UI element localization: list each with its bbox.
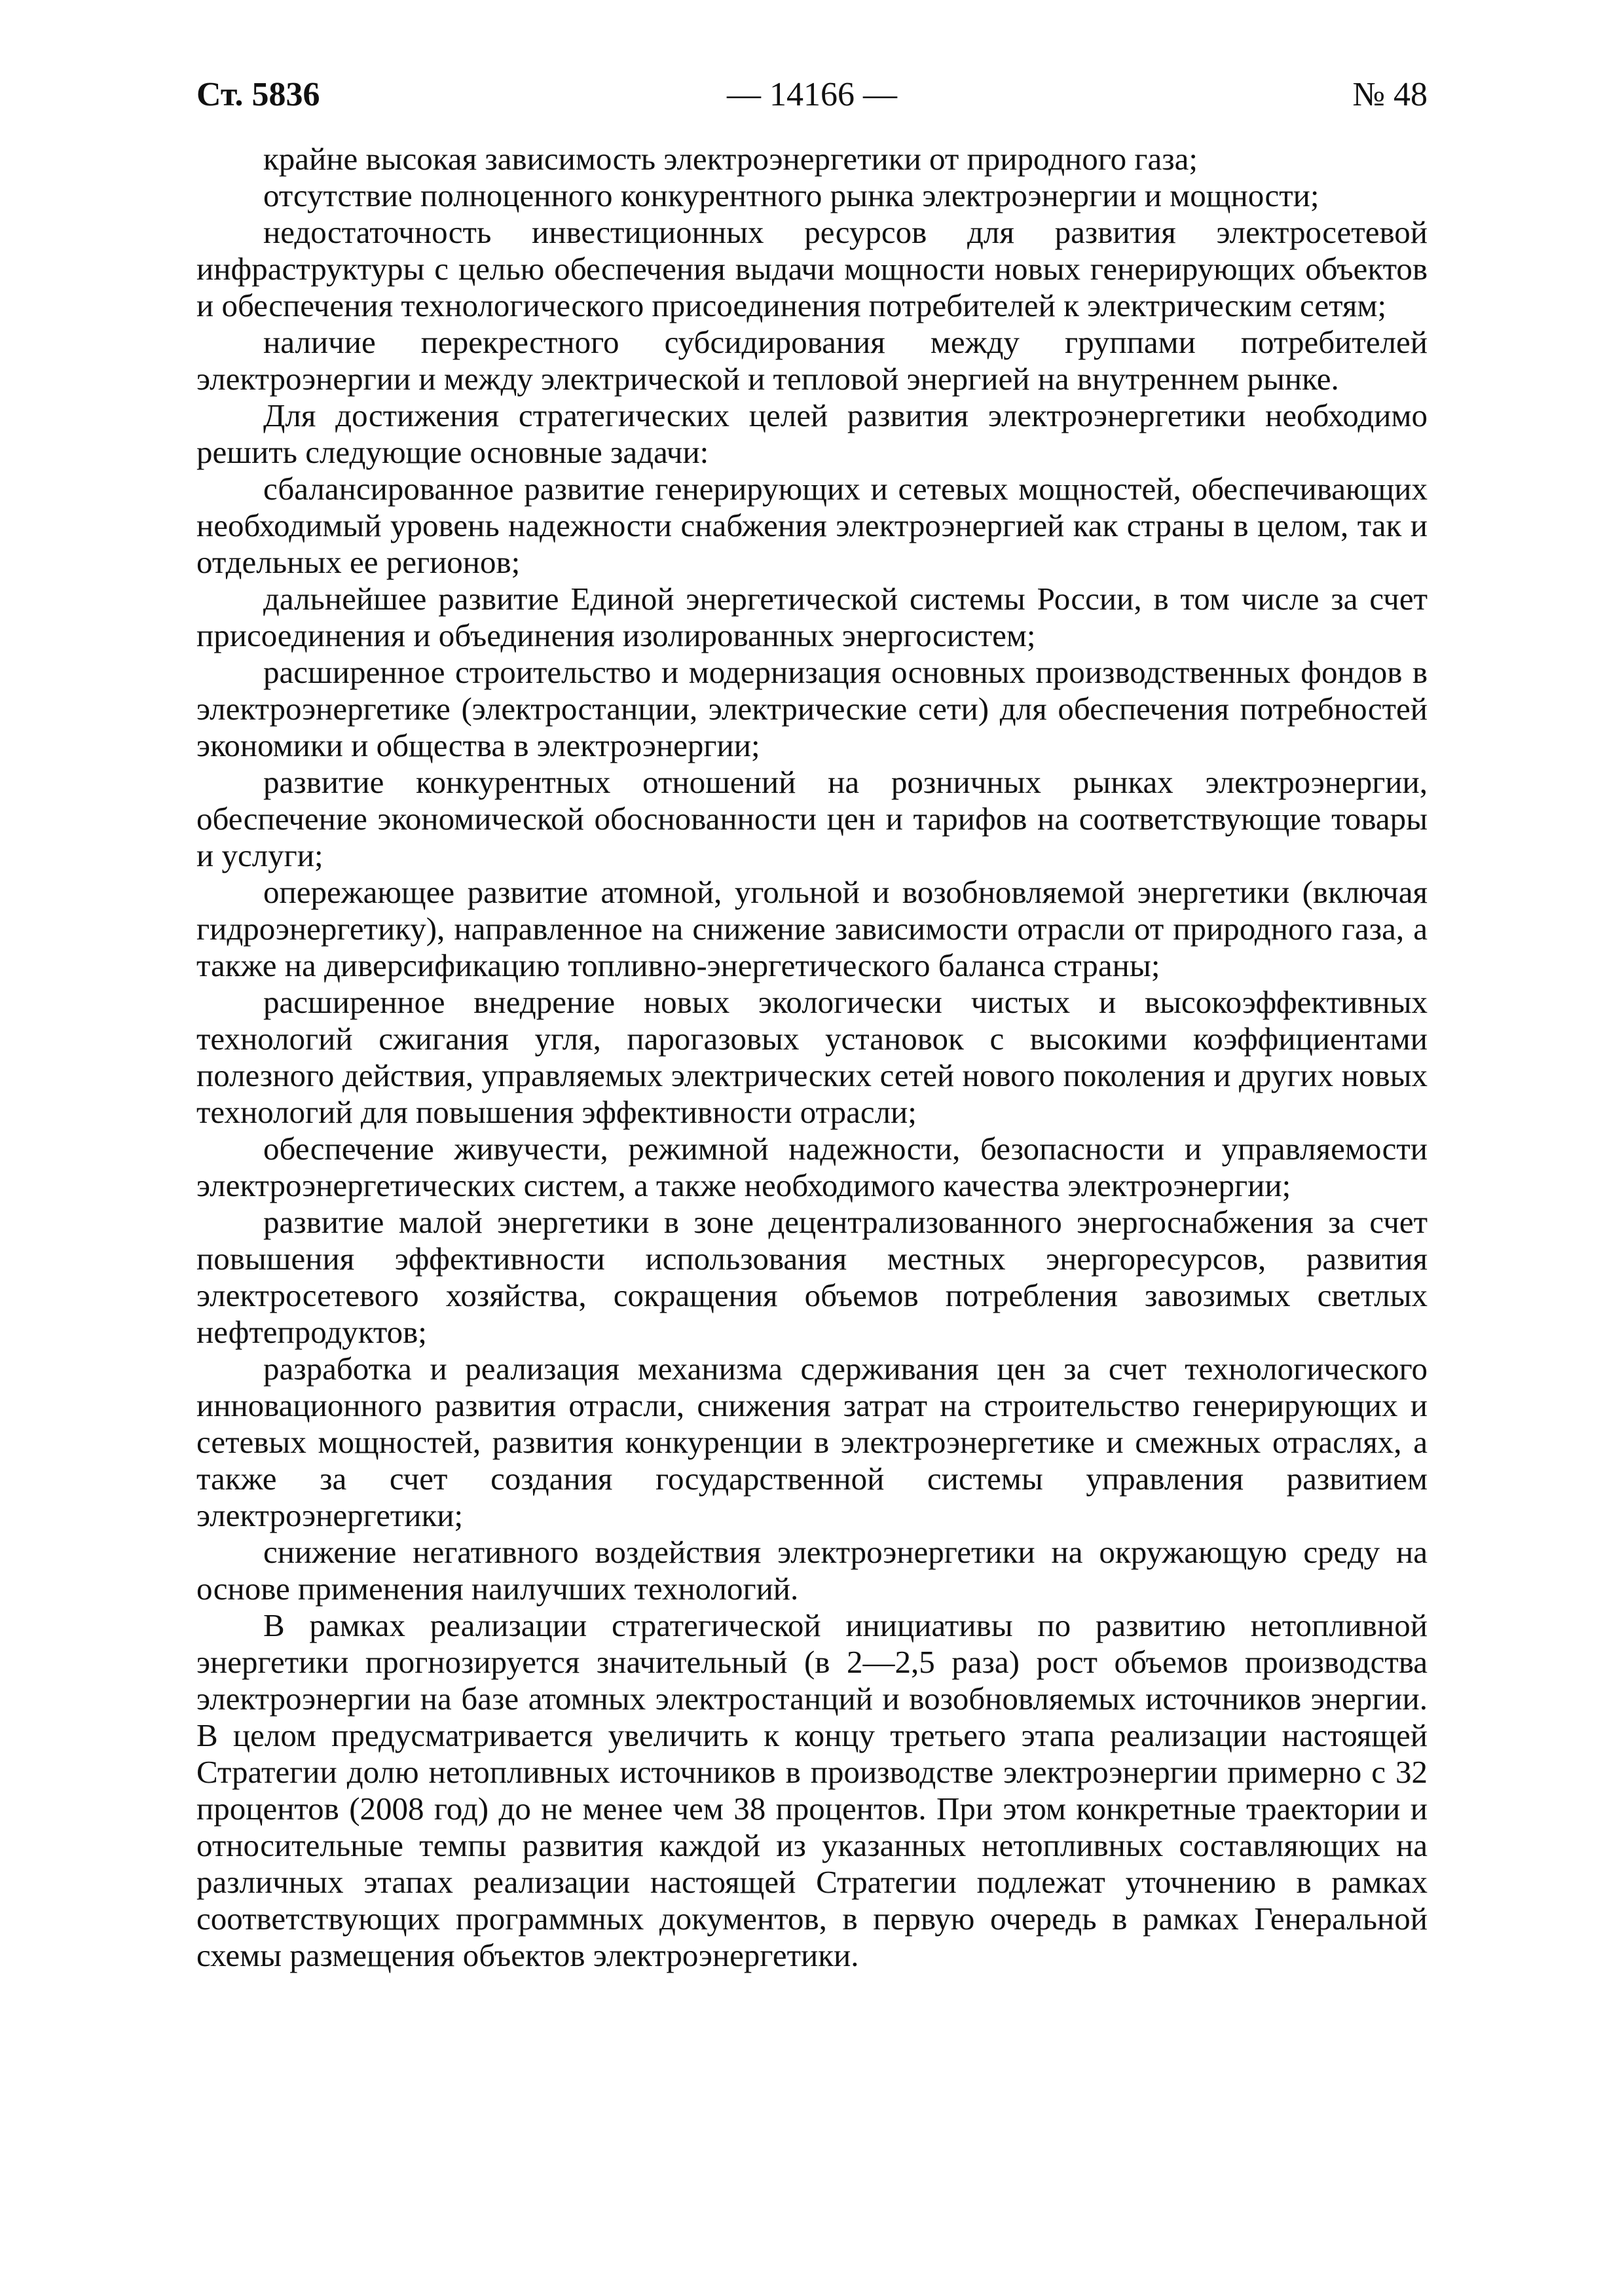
paragraph: опережающее развитие атомной, угольной и возобновляемой энергетики (включая гидроэнергетику), направленное на снижение зависимости отрасли от природного газа, а также на диверсификацию топливно-энергетического баланса страны; [196,874,1428,983]
paragraph: наличие перекрестного субсидирования между группами потребителей электроэнергии и между электрической и тепловой энергией на внутреннем рынке. [196,324,1428,397]
paragraph: обеспечение живучести, режимной надежности, безопасности и управляемости электроэнергетических систем, а также необходимого качества электроэнергии; [196,1131,1428,1203]
body-text [196,141,1428,1974]
page-header [196,65,1428,124]
paragraph: сбалансированное развитие генерирующих и сетевых мощностей, обеспечивающих необходимый уровень надежности снабжения электроэнергией как страны в целом, так и отдельных ее регионов; [196,471,1428,580]
paragraph: дальнейшее развитие Единой энергетической системы России, в том числе за счет присоединения и объединения изолированных энергосистем; [196,581,1428,653]
paragraph: снижение негативного воздействия электроэнергетики на окружающую среду на основе применения наилучших технологий. [196,1534,1428,1607]
page-number: — 14166 — [727,76,897,113]
paragraph: развитие конкурентных отношений на розничных рынках электроэнергии, обеспечение экономической обоснованности цен и тарифов на соответствующие товары и услуги; [196,764,1428,873]
paragraph: отсутствие полноценного конкурентного рынка электроэнергии и мощности; [263,177,1320,213]
paragraph: недостаточность инвестиционных ресурсов для развития электросетевой инфраструктуры с целью обеспечения выдачи мощности новых генерирующих объектов и обеспечения технологического присоединения потребителей к электрическим сетям; [196,214,1428,323]
paragraph: расширенное строительство и модернизация основных производственных фондов в электроэнергетике (электростанции, электрические сети) для обеспечения потребностей экономики и общества в электроэнергии; [196,654,1428,763]
paragraph: В рамках реализации стратегической инициативы по развитию нетопливной энергетики прогнозируется значительный (в 2—2,5 раза) рост объемов производства электроэнергии на базе атомных электростанций и возобновляемых источников энергии. В целом предусматривается увеличить к концу третьего этапа реализации настоящей Стратегии долю нетопливных источников в производстве электроэнергии примерно с 32 процентов (2008 год) до не менее чем 38 процентов. При этом конкретные траектории и относительные темпы развития каждой из указанных нетопливных составляющих на различных этапах реализации настоящей Стратегии подлежат уточнению в рамках соответствующих программных документов, в первую очередь в рамках Генеральной схемы размещения объектов электроэнергетики. [196,1607,1428,1973]
paragraph: развитие малой энергетики в зоне децентрализованного энергоснабжения за счет повышения эффективности использования местных энергоресурсов, развития электросетевого хозяйства, сокращения объемов потребления завозимых светлых нефтепродуктов; [196,1204,1428,1350]
issue-number: № 48 [1352,76,1428,113]
paragraph: расширенное внедрение новых экологически чистых и высокоэффективных технологий сжигания угля, парогазовых установок с высокими коэффициентами полезного действия, управляемых электрических сетей нового поколения и других новых технологий для повышения эффективности отрасли; [196,984,1428,1130]
paragraph: крайне высокая зависимость электроэнергетики от природного газа; [263,141,1198,177]
paragraph: Для достижения стратегических целей развития электроэнергетики необходимо решить следующие основные задачи: [196,397,1428,470]
article-number: Ст. 5836 [196,76,320,113]
paragraph: разработка и реализация механизма сдерживания цен за счет технологического инновационного развития отрасли, снижения затрат на строительство генерирующих и сетевых мощностей, развития конкуренции в электроэнергетике и смежных отраслях, а также за счет создания государственной системы управления развитием электроэнергетики; [196,1351,1428,1533]
